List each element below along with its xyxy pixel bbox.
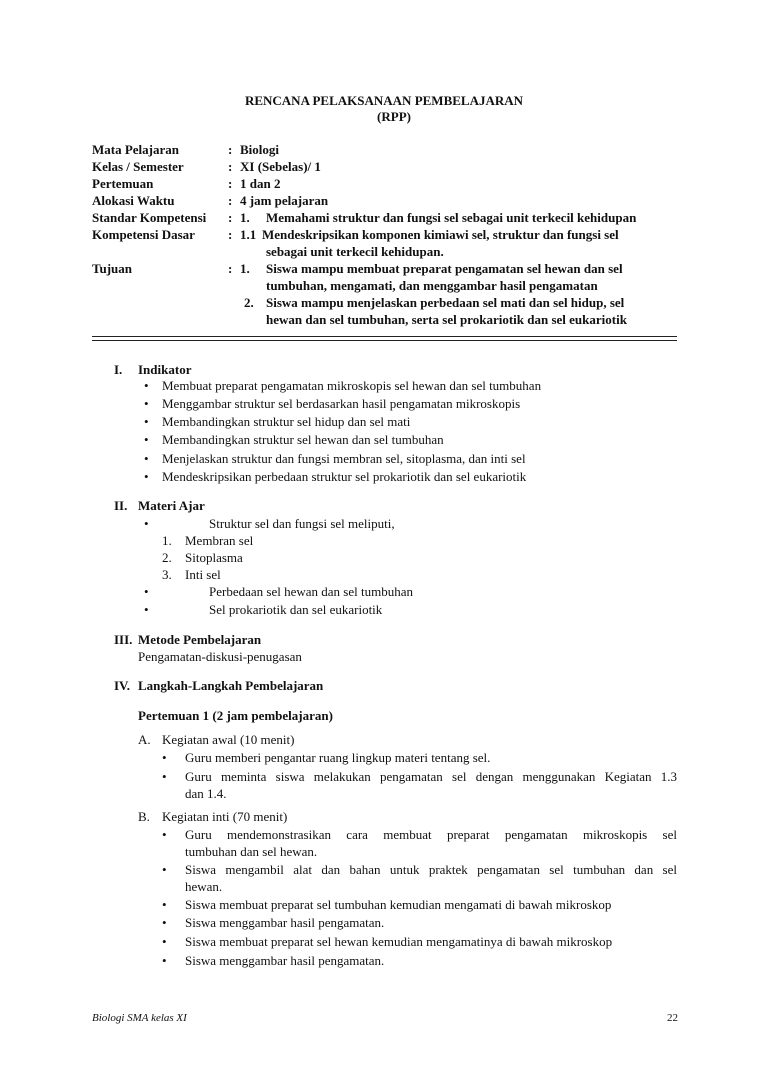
sub-item-number: 1.	[162, 533, 172, 548]
bullet-marker: •	[144, 414, 149, 429]
tujuan-2-text: Siswa mampu menjelaskan perbedaan sel mati dan sel hidup, sel	[266, 295, 625, 310]
info-label: Kelas / Semester	[92, 159, 184, 174]
list-item: Guru meminta siswa melakukan pengamatan sel dengan menggunakan Kegiatan 1.3	[185, 769, 677, 784]
info-value	[240, 260, 670, 277]
bullet-marker: •	[144, 584, 149, 599]
section-title: Indikator	[138, 362, 192, 377]
info-row-tujuan	[92, 260, 670, 277]
bullet-marker: •	[144, 432, 149, 447]
list-item: Siswa membuat preparat sel tumbuhan kemudian mengamati di bawah mikroskop	[185, 897, 612, 912]
list-item: Siswa menggambar hasil pengamatan.	[185, 915, 385, 930]
info-row-alokasi-waktu	[92, 192, 670, 209]
step-label: B.	[138, 809, 150, 824]
info-label: Mata Pelajaran	[92, 142, 180, 157]
info-label: Alokasi Waktu	[92, 193, 175, 208]
list-item-continuation: tumbuhan dan sel hewan.	[185, 844, 318, 859]
list-item: Membandingkan struktur sel hewan dan sel tumbuhan	[162, 432, 444, 447]
info-colon: :	[228, 261, 233, 276]
info-colon: :	[228, 193, 233, 208]
info-text: Memahami struktur dan fungsi sel sebagai unit terkecil kehidupan	[266, 210, 637, 225]
sub-item: Membran sel	[185, 533, 254, 548]
bullet-marker: •	[144, 516, 149, 531]
list-item: Siswa membuat preparat sel hewan kemudian mengamatinya di bawah mikroskop	[185, 934, 613, 949]
sub-item: Inti sel	[185, 567, 221, 582]
info-label: Standar Kompetensi	[92, 210, 207, 225]
divider-line	[92, 336, 677, 337]
step-title: Kegiatan inti (70 menit)	[162, 809, 288, 824]
tujuan-1-continuation: tumbuhan, mengamati, dan menggambar hasil pengamatan	[266, 278, 598, 293]
bullet-marker: •	[162, 862, 167, 877]
info-label: Kompetensi Dasar	[92, 227, 195, 242]
info-label: Pertemuan	[92, 176, 154, 191]
info-label: Tujuan	[92, 261, 132, 276]
list-item-continuation: dan 1.4.	[185, 786, 227, 801]
info-text: Siswa mampu membuat preparat pengamatan sel hewan dan sel	[266, 261, 623, 276]
section-materi-ajar-heading	[114, 497, 205, 514]
meeting-heading: Pertemuan 1 (2 jam pembelajaran)	[138, 708, 333, 723]
step-label: A.	[138, 732, 151, 747]
info-number: 1.	[240, 210, 250, 225]
section-metode-heading	[114, 631, 261, 648]
list-item: Mendeskripsikan perbedaan struktur sel prokariotik dan sel eukariotik	[162, 469, 527, 484]
info-value	[240, 209, 670, 226]
info-row-kelas-semester	[92, 158, 670, 175]
section-title: Metode Pembelajaran	[138, 632, 262, 647]
section-number: III.	[114, 632, 133, 647]
info-colon: :	[228, 227, 233, 242]
page-number: 22	[667, 1012, 678, 1024]
bullet-marker: •	[144, 396, 149, 411]
info-colon: :	[228, 159, 233, 174]
list-item: Siswa menggambar hasil pengamatan.	[185, 953, 385, 968]
sub-item-number: 3.	[162, 567, 172, 582]
info-value: XI (Sebelas)/ 1	[240, 159, 321, 174]
info-row-standar-kompetensi	[92, 209, 670, 226]
bullet-marker: •	[162, 769, 167, 784]
bullet-marker: •	[144, 451, 149, 466]
section-indikator-heading	[114, 361, 191, 378]
list-item: Membandingkan struktur sel hidup dan sel mati	[162, 414, 411, 429]
info-number: 1.1	[240, 227, 257, 242]
list-item: Membuat preparat pengamatan mikroskopis sel hewan dan sel tumbuhan	[162, 378, 542, 393]
metode-text: Pengamatan-diskusi-penugasan	[138, 649, 302, 664]
list-item-continuation: hewan.	[185, 879, 223, 894]
section-langkah-heading	[114, 677, 323, 694]
bullet-marker: •	[162, 934, 167, 949]
bullet-marker: •	[162, 897, 167, 912]
bullet-marker: •	[144, 378, 149, 393]
info-colon: :	[228, 142, 233, 157]
info-value	[240, 226, 670, 243]
footer-book-title: Biologi SMA kelas XI	[92, 1012, 187, 1024]
list-item: Struktur sel dan fungsi sel meliputi,	[209, 516, 395, 531]
section-number: IV.	[114, 678, 131, 693]
divider-line	[92, 340, 677, 341]
sub-item-number: 2.	[162, 550, 172, 565]
list-item: Menggambar struktur sel berdasarkan hasil pengamatan mikroskopis	[162, 396, 521, 411]
info-text: Mendeskripsikan komponen kimiawi sel, struktur dan fungsi sel	[262, 227, 619, 242]
document-subtitle: (RPP)	[377, 109, 411, 124]
info-row-mata-pelajaran	[92, 141, 670, 158]
info-row-kompetensi-dasar	[92, 226, 670, 243]
kompetensi-dasar-continuation: sebagai unit terkecil kehidupan.	[266, 244, 444, 259]
bullet-marker: •	[162, 953, 167, 968]
bullet-marker: •	[144, 469, 149, 484]
tujuan-2-continuation: hewan dan sel tumbuhan, serta sel prokariotik dan sel eukariotik	[266, 312, 627, 327]
info-value: 4 jam pelajaran	[240, 193, 329, 208]
list-item: Sel prokariotik dan sel eukariotik	[209, 602, 383, 617]
sub-item: Sitoplasma	[185, 550, 243, 565]
list-item: Perbedaan sel hewan dan sel tumbuhan	[209, 584, 413, 599]
document-title: RENCANA PELAKSANAAN PEMBELAJARAN	[244, 93, 524, 108]
bullet-marker: •	[144, 602, 149, 617]
info-value: 1 dan 2	[240, 176, 281, 191]
list-item: Guru mendemonstrasikan cara membuat preparat pengamatan mikroskopis sel	[185, 827, 677, 842]
info-colon: :	[228, 176, 233, 191]
tujuan-2-number: 2.	[244, 295, 254, 310]
section-number: II.	[114, 498, 128, 513]
bullet-marker: •	[162, 750, 167, 765]
list-item: Siswa mengambil alat dan bahan untuk praktek pengamatan sel tumbuhan dan sel	[185, 862, 677, 877]
step-title: Kegiatan awal (10 menit)	[162, 732, 295, 747]
bullet-marker: •	[162, 915, 167, 930]
info-colon: :	[228, 210, 233, 225]
section-number: I.	[114, 362, 123, 377]
list-item: Menjelaskan struktur dan fungsi membran sel, sitoplasma, dan inti sel	[162, 451, 526, 466]
section-title: Materi Ajar	[138, 498, 205, 513]
section-title: Langkah-Langkah Pembelajaran	[138, 678, 324, 693]
bullet-marker: •	[162, 827, 167, 842]
info-number: 1.	[240, 261, 250, 276]
list-item: Guru memberi pengantar ruang lingkup materi tentang sel.	[185, 750, 491, 765]
info-row-pertemuan	[92, 175, 670, 192]
info-value: Biologi	[240, 142, 280, 157]
